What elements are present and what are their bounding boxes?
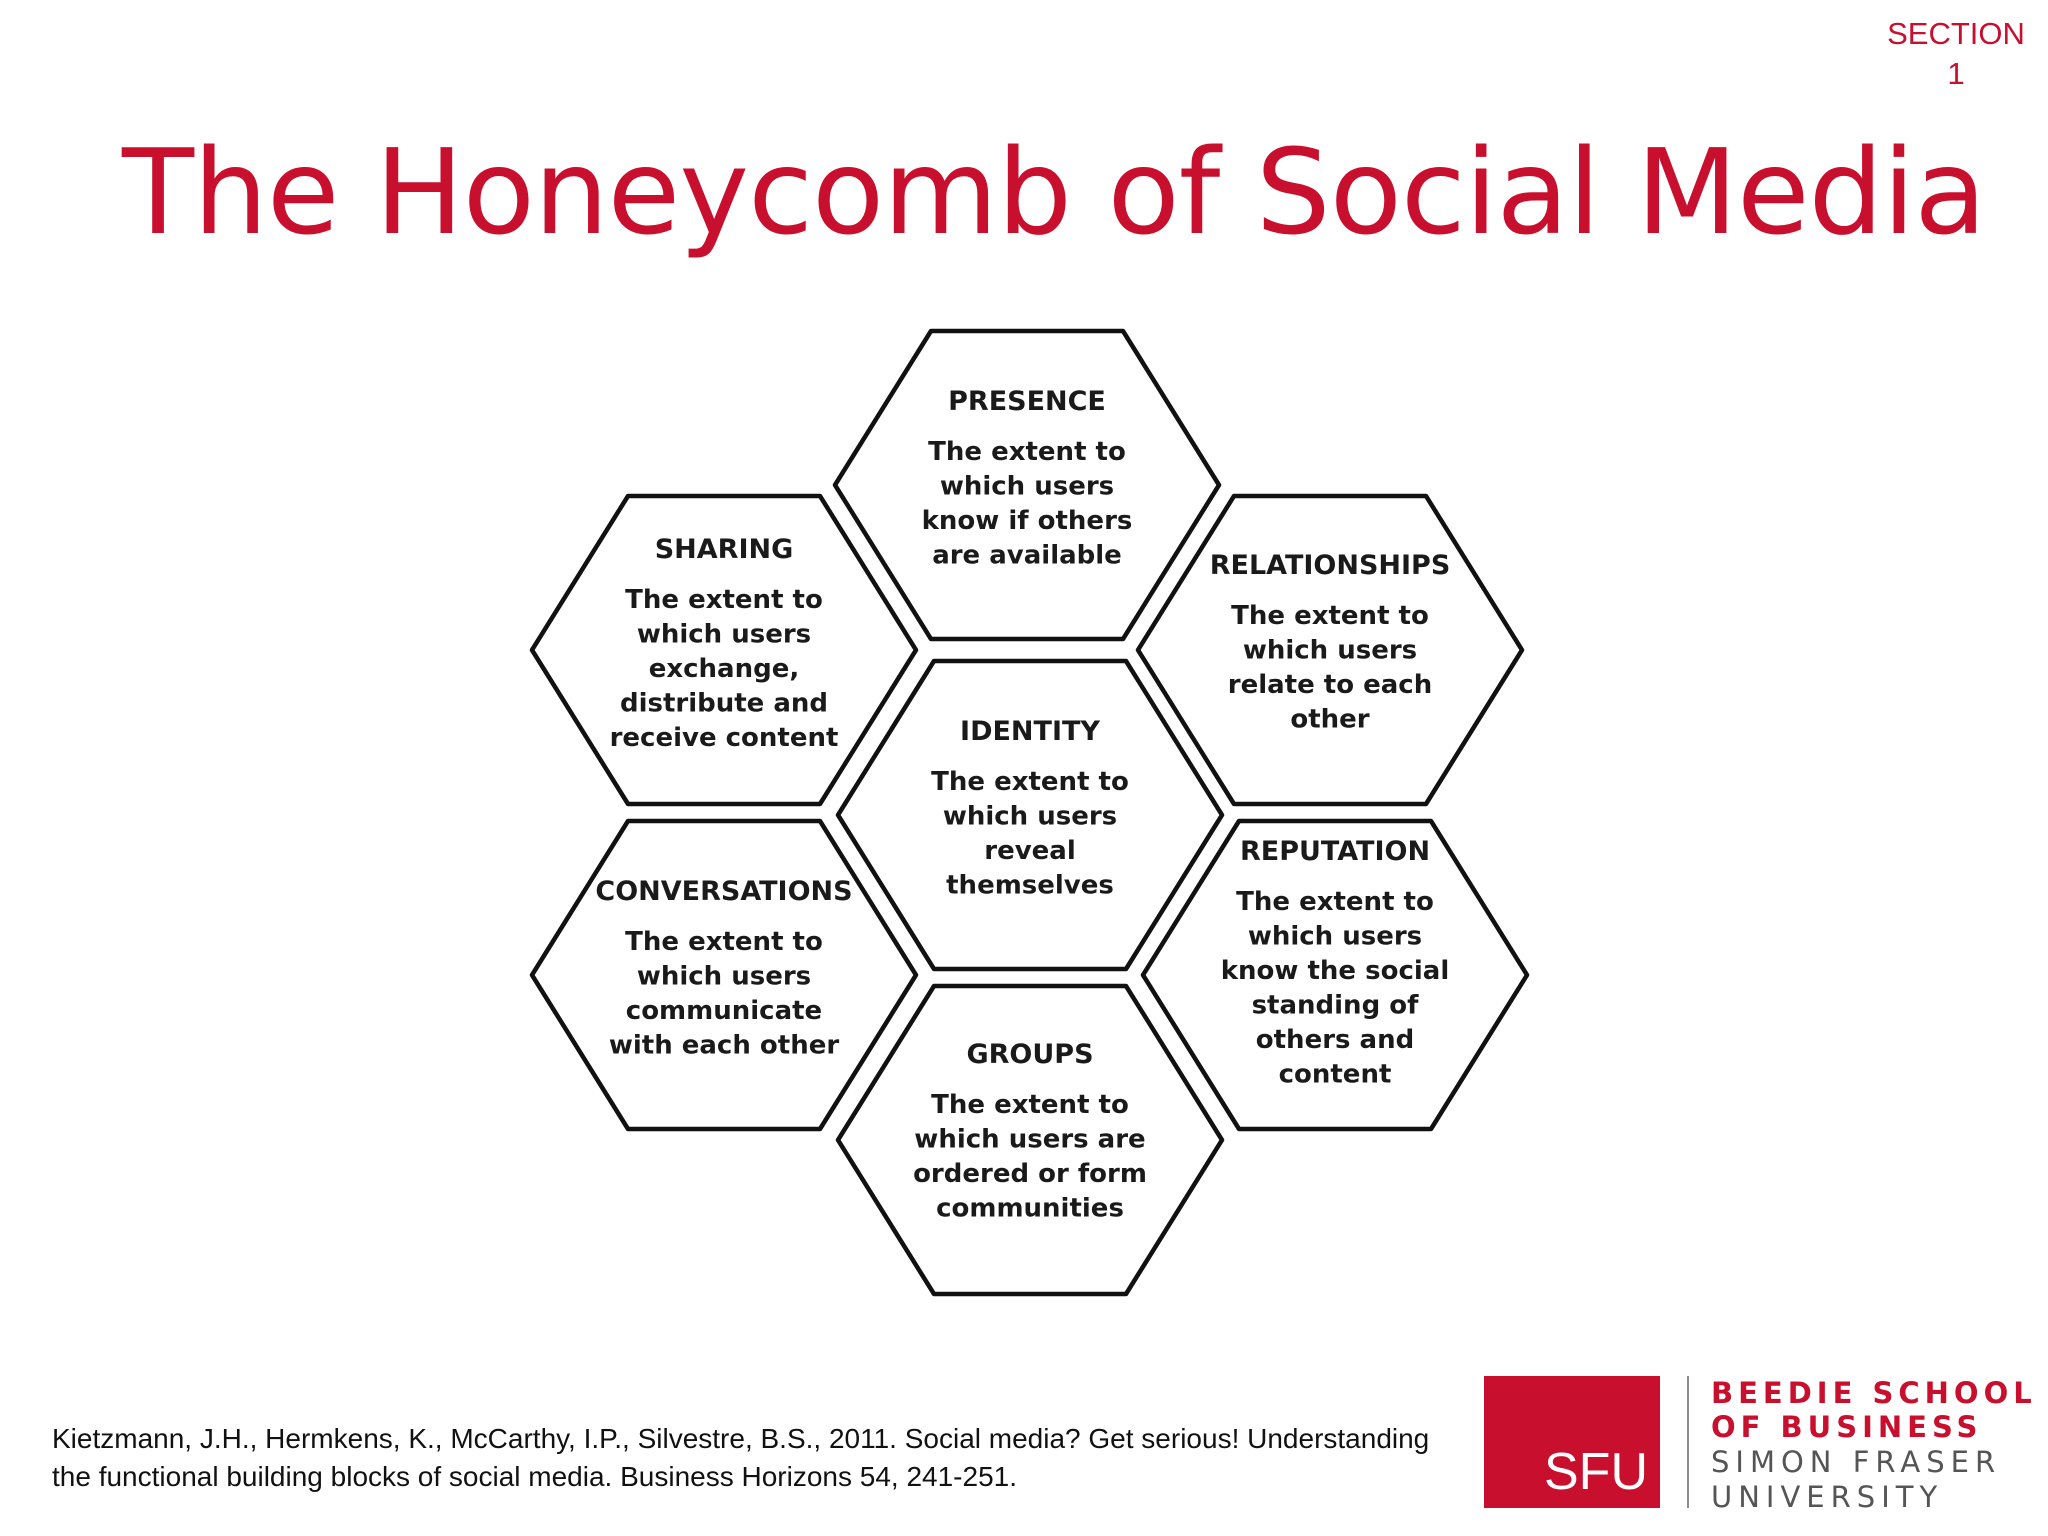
hex-reputation-description-line: which users xyxy=(1247,921,1423,952)
hex-presence-description-line: know if others xyxy=(921,506,1133,536)
hex-identity-description-line: reveal xyxy=(984,836,1076,866)
page-title: The Honeycomb of Social Media xyxy=(122,123,1986,261)
hex-sharing xyxy=(532,496,916,804)
hex-reputation-description-line: The extent to xyxy=(1236,887,1434,917)
hex-identity-heading: IDENTITY xyxy=(960,716,1100,747)
hex-sharing-description-line: distribute and xyxy=(619,688,829,719)
sfu-logo xyxy=(1484,1376,1660,1508)
hex-relationships xyxy=(1138,496,1522,804)
brand-line-beedie: BEEDIE SCHOOL xyxy=(1711,1376,2037,1410)
citation xyxy=(52,1420,1472,1496)
hex-identity-description-line: which users xyxy=(942,801,1118,832)
hex-reputation-description-line: others and xyxy=(1255,1025,1415,1055)
section-label-number: 1 xyxy=(1947,56,1965,91)
hex-sharing-description-line: The extent to xyxy=(625,585,823,615)
hex-conversations-description-line: The extent to xyxy=(625,927,823,957)
hex-relationships-description-line: which users xyxy=(1242,635,1418,666)
hex-groups-heading: GROUPS xyxy=(966,1039,1094,1070)
citation-line-1: Kietzmann, J.H., Hermkens, K., McCarthy, I.P., Silvestre, B.S., 2011. Social media? Get serious! Understanding xyxy=(52,1423,1430,1454)
hex-presence-description-line: The extent to xyxy=(928,437,1126,467)
hex-relationships-description-line: The extent to xyxy=(1231,601,1429,631)
hex-conversations-description-line: which users xyxy=(636,961,812,992)
hex-presence-description-line: are available xyxy=(932,540,1122,571)
hex-identity-description-line: The extent to xyxy=(931,767,1129,797)
hex-groups-description-line: The extent to xyxy=(931,1090,1129,1120)
brand-line-university: UNIVERSITY xyxy=(1711,1480,1944,1514)
hex-presence-description-line: which users xyxy=(939,471,1115,502)
citation-line-2: the functional building blocks of social media. Business Horizons 54, 241-251. xyxy=(52,1461,1018,1492)
hex-sharing-description-line: which users xyxy=(636,619,812,650)
section-label-word: SECTION xyxy=(1887,16,2025,51)
hex-groups-description-line: which users are xyxy=(914,1124,1146,1155)
hex-relationships-description-line: other xyxy=(1290,704,1370,735)
hex-reputation xyxy=(1143,821,1527,1129)
hex-identity-description-line: themselves xyxy=(946,870,1114,901)
hex-relationships-description-line: relate to each xyxy=(1227,670,1433,700)
hex-reputation-heading: REPUTATION xyxy=(1239,836,1431,867)
brand-line-business: OF BUSINESS xyxy=(1711,1410,1983,1444)
hex-reputation-description-line: content xyxy=(1278,1059,1392,1090)
brand-line-simon-fraser: SIMON FRASER xyxy=(1711,1445,2002,1479)
logo-divider xyxy=(1687,1376,1689,1508)
hex-groups-description-line: communities xyxy=(936,1193,1124,1224)
hex-conversations-heading: CONVERSATIONS xyxy=(595,876,853,907)
hex-reputation-description-line: know the social xyxy=(1220,956,1450,986)
hex-reputation-description-line: standing of xyxy=(1251,990,1419,1021)
hex-groups-description-line: ordered or form xyxy=(913,1159,1147,1189)
hex-identity xyxy=(838,661,1222,969)
hex-conversations-description-line: with each other xyxy=(608,1030,840,1061)
hex-sharing-description-line: exchange, xyxy=(648,654,800,684)
hex-relationships-heading: RELATIONSHIPS xyxy=(1209,550,1451,581)
hex-sharing-heading: SHARING xyxy=(654,534,794,565)
hex-presence xyxy=(835,331,1219,639)
hex-conversations xyxy=(532,821,916,1129)
hex-conversations-description-line: communicate xyxy=(625,996,823,1026)
hex-presence-heading: PRESENCE xyxy=(948,386,1106,417)
sfu-logo-text: SFU xyxy=(1544,1443,1648,1501)
hex-groups xyxy=(838,986,1222,1294)
hex-sharing-description-line: receive content xyxy=(609,723,839,753)
